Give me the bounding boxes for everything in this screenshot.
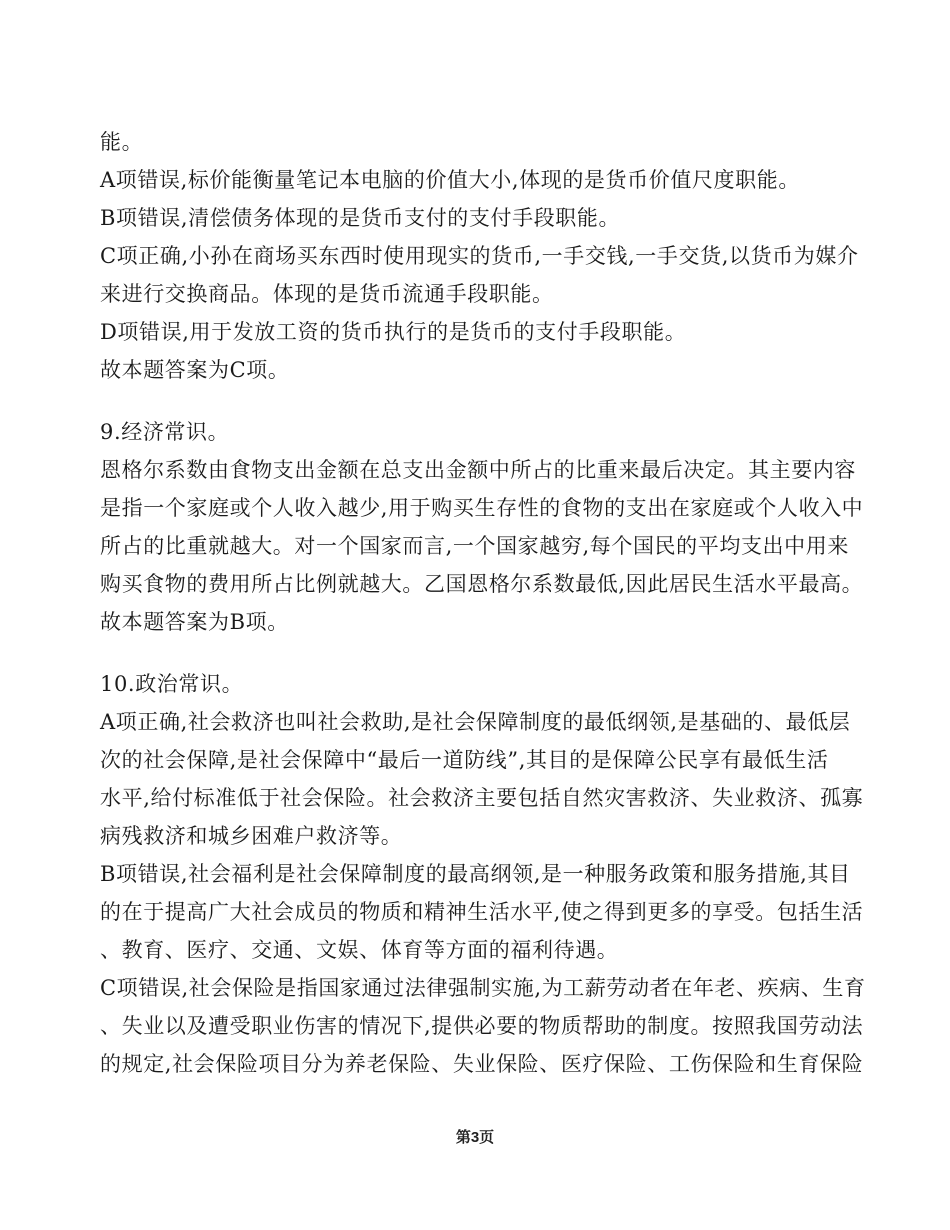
text-line: 、教育、医疗、交通、文娱、体育等方面的福利待遇。 [100, 938, 619, 962]
question-heading: 9.经济常识。 [100, 420, 230, 444]
question-heading: 10.政治常识。 [100, 672, 244, 696]
text-line: D项错误,用于发放工资的货币执行的是货币的支付手段职能。 [100, 320, 687, 344]
text-line: 是指一个家庭或个人收入越少,用于购买生存性的食物的支出在家庭或个人收入中 [100, 496, 864, 520]
text-line: 所占的比重就越大。对一个国家而言,一个国家越穷,每个国民的平均支出中用来 [100, 534, 849, 558]
text-line: 水平,给付标准低于社会保险。社会救济主要包括自然灾害救济、失业救济、孤寡 [100, 786, 864, 810]
text-line: C项正确,小孙在商场买东西时使用现实的货币,一手交钱,一手交货,以货币为媒介 [100, 244, 859, 268]
section-answer-9 [100, 413, 880, 641]
text-line: 购买食物的费用所占比例就越大。乙国恩格尔系数最低,因此居民生活水平最高。 [100, 572, 864, 596]
text-line: 恩格尔系数由食物支出金额在总支出金额中所占的比重来最后决定。其主要内容 [100, 458, 856, 482]
text-line: A项错误,标价能衡量笔记本电脑的价值大小,体现的是货币价值尺度职能。 [100, 168, 800, 192]
text-line: 、失业以及遭受职业伤害的情况下,提供必要的物质帮助的制度。按照我国劳动法 [100, 1014, 864, 1038]
text-line: 病残救济和城乡困难户救济等。 [100, 824, 403, 848]
text-line: 故本题答案为B项。 [100, 610, 289, 634]
text-line: 来进行交换商品。体现的是货币流通手段职能。 [100, 282, 554, 306]
text-line: 的规定,社会保险项目分为养老保险、失业保险、医疗保险、工伤保险和生育保险 [100, 1052, 864, 1076]
text-line: B项错误,清偿债务体现的是货币支付的支付手段职能。 [100, 206, 621, 230]
text-line: B项错误,社会福利是社会保障制度的最高纲领,是一种服务政策和服务措施,其目 [100, 862, 851, 886]
text-line: C项错误,社会保险是指国家通过法律强制实施,为工薪劳动者在年老、疾病、生育 [100, 976, 866, 1000]
text-line: A项正确,社会救济也叫社会救助,是社会保障制度的最低纲领,是基础的、最低层 [100, 710, 851, 734]
section-answer-10 [100, 665, 880, 1083]
text-line: 的在于提高广大社会成员的物质和精神生活水平,使之得到更多的享受。包括生活 [100, 900, 864, 924]
section-answer-8 [100, 123, 880, 389]
text-line: 次的社会保障,是社会保障中“最后一道防线”,其目的是保障公民享有最低生活 [100, 748, 829, 772]
text-line: 故本题答案为C项。 [100, 358, 290, 382]
page-number: 第3页 [455, 1129, 495, 1146]
text-line: 能。 [100, 130, 144, 154]
document-body [100, 123, 880, 1083]
